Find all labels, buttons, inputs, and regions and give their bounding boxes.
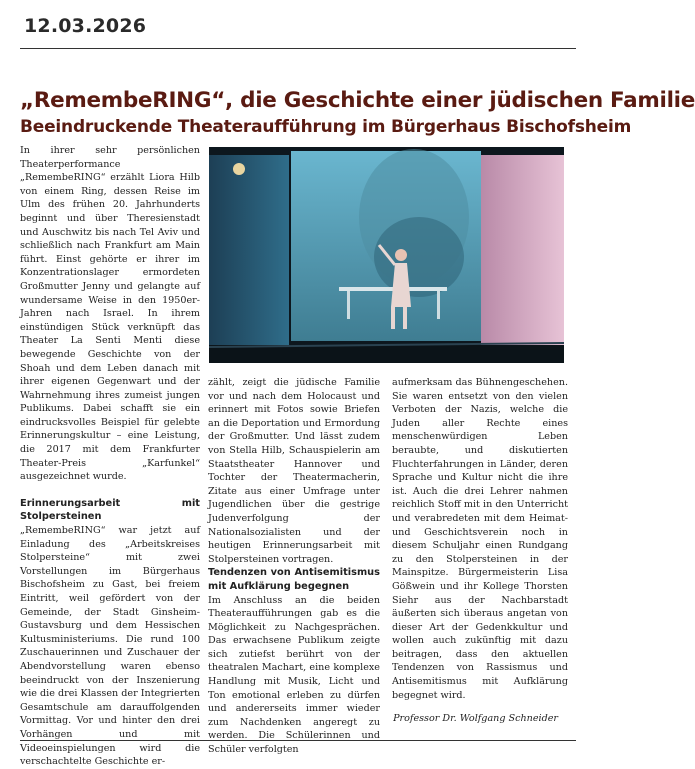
- article-column-2: [208, 376, 380, 757]
- body-paragraph: aufmerksam das Bühnengeschehen. Sie waren entsetzt von den vielen Verboten der Nazis, welche die Juden aller Rechte eines menschenwürdigen Leben beraubte, und diskutierten Fluchterfahrungen in Länder, deren Sprache und Kultur nicht die ihre ist. Auch die drei Lehrer nahmen reichlich Stoff mit in den Unterricht und verabredeten mit dem Heimat- und Geschichtsverein noch in diesem Schuljahr einen Rundgang zu den Stolpersteinen in der Mainspitze. Bürgermeisterin Lisa Gößwein und ihr Kollege Thorsten Siehr aus der Nachbarstadt äußerten sich überaus angetan von dieser Art der Gedenkkultur und wollen auch zukünftig mit dazu beitragen, dass den aktuellen Tendenzen von Rassismus und Antisemitismus mit Aufklärung begegnet wird.: [392, 377, 568, 701]
- article-column-3: [392, 376, 568, 702]
- section-heading-stolpersteine: Erinnerungsarbeit mit Stolpersteinen: [20, 497, 200, 523]
- bottom-divider: [20, 740, 576, 741]
- right-curtain: [481, 155, 564, 345]
- article-column-1: [20, 144, 200, 769]
- author-byline: Professor Dr. Wolfgang Schneider: [393, 713, 558, 724]
- body-paragraph: „RemembeRING“ war jetzt auf Einladung des „Arbeitskreises Stolpersteine“ mit zwei Vorstellungen im Bürgerhaus Bischofsheim zu Gast, bei freiem Eintritt, weil gefördert von der Gemeinde, der Stadt Ginsheim-Gustavsburg und dem Hessischen Kultusministeriums. Die rund 100 Zuschauerinnen und Zuschauer der Abendvorstellung waren ebenso beeindruckt von der Inszenierung wie die drei Klassen der Integrierten Gesamtschule am darauffolgenden Vormittag. Vor und hinter den drei Vorhängen und mit Videoeinspielungen wird die verschachtelte Geschichte er-: [20, 525, 200, 768]
- intro-paragraph: In ihrer sehr persönlichen Theaterperformance „RemembeRING“ erzählt Liora Hilb von einem Ring, dessen Reise im Ulm des frühen 20. Jahrhunderts beginnt und über Theresienstadt und Auschwitz bis nach Tel Aviv und schließlich nach Frankfurt am Main führt. Einst gehörte er ihrer im Konzentrationslager ermordeten Großmutter Jenny und gelangte auf wundersame Weise in den 1950er-Jahren nach Israel. In ihrem einstündigen Stück verknüpft das Theater La Senti Menti diese bewegende Geschichte von der Shoah und dem Leben danach mit ihrer eigenen Gegenwart und der Wahrnehmung ihres zumeist jungen Publikums. Dabei schafft sie ein eindrucksvolles Beispiel für gelebte Erinnerungskultur – eine Leistung, die 2017 mit dem Frankfurter Theater-Preis „Karfunkel“ ausgezeichnet wurde.: [20, 145, 200, 483]
- issue-date: 12.03.2026: [24, 15, 147, 37]
- performer-figure: [395, 249, 407, 261]
- stage-scene-illustration: [209, 147, 564, 363]
- section-heading-antisemitismus: Tendenzen von Antisemitismus mit Aufklärung begegnen: [208, 567, 380, 592]
- body-paragraph: zählt, zeigt die jüdische Familie vor und nach dem Holocaust und erinnert mit Fotos sowie Briefen an die Deportation und Ermordung der Großmutter. Und lässt zudem von Stella Hilb, Schauspielerin am Staatstheater Hannover und Tochter der Theatermacherin, Zitate aus einer Umfrage unter Jugendlichen über die gestrige Judenverfolgung der Nationalsozialisten und der heutigen Erinnerungsarbeit mit Stolpersteinen vortragen.: [208, 377, 380, 565]
- stage-photo: [209, 147, 564, 363]
- left-curtain: [209, 155, 289, 345]
- article-headline: „RemembeRING“, die Geschichte einer jüdischen Familie: [20, 88, 695, 113]
- top-divider: [20, 48, 576, 49]
- body-paragraph: Im Anschluss an die beiden Theateraufführungen gab es die Möglichkeit zu Nachgesprächen. Das erwachsene Publikum zeigte sich zutiefst berührt von der theatralen Machart, eine komplexe Handlung mit Musik, Licht und Ton emotional erleben zu dürfen und andererseits immer wieder zum Nachdenken angeregt zu werden. Die Schülerinnen und Schüler verfolgten: [208, 594, 380, 756]
- article-subheadline: Beeindruckende Theateraufführung im Bürgerhaus Bischofsheim: [20, 117, 632, 137]
